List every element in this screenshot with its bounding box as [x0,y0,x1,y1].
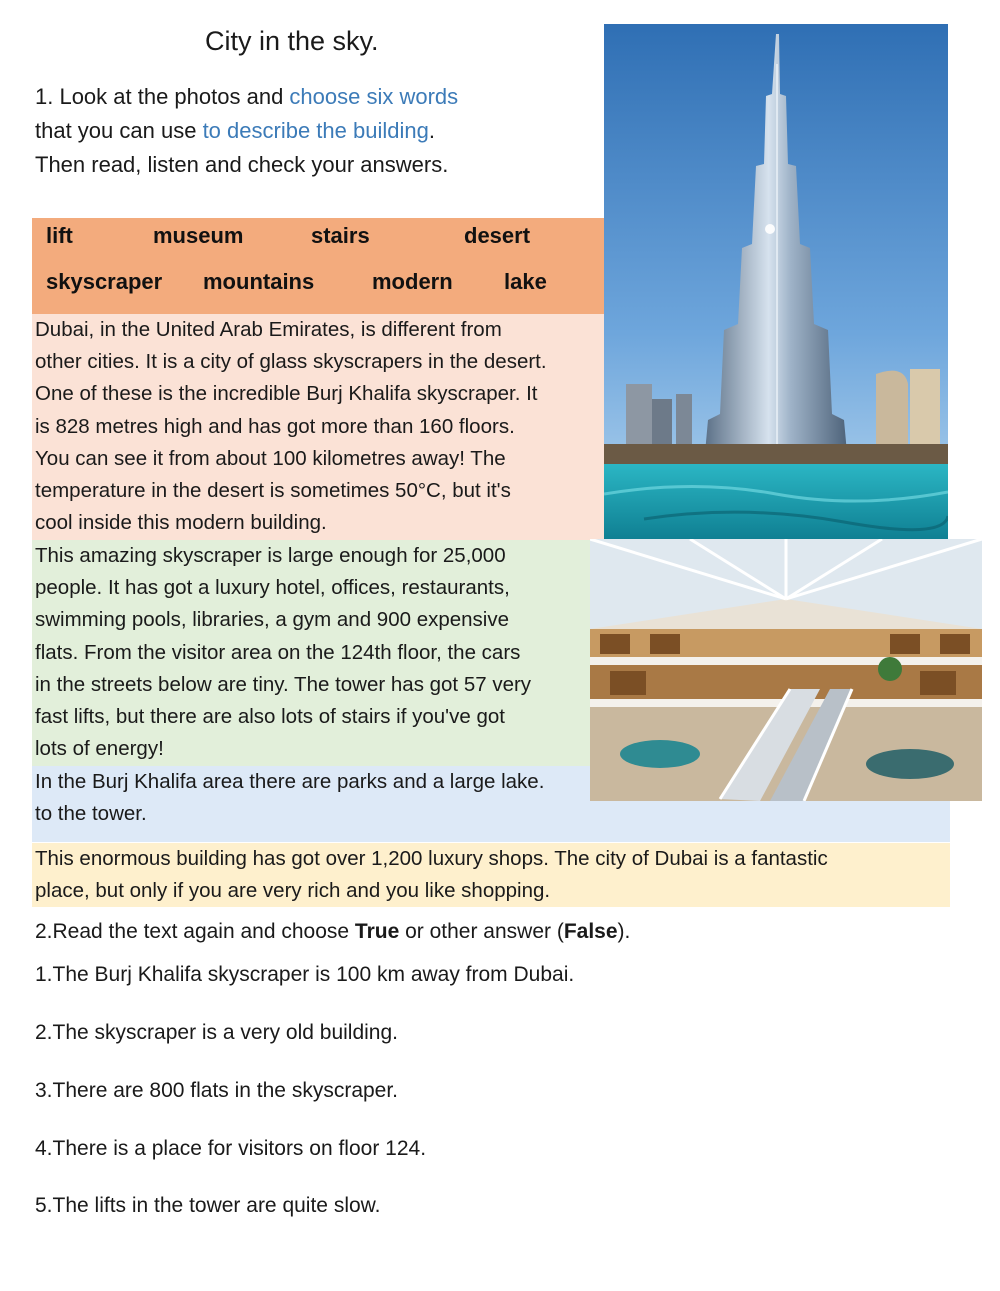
p4-line: This enormous building has got over 1,200 luxury shops. The city of Dubai is a fantastic [35,847,828,870]
question-3[interactable]: 3.There are 800 flats in the skyscraper. [35,1079,399,1102]
word-mountains[interactable]: mountains [203,269,315,294]
paragraph-4 [32,843,950,907]
question-2[interactable]: 2.The skyscraper is a very old building. [35,1021,398,1044]
instr-line1-text: 1. Look at the photos and [35,84,290,109]
word-skyscraper[interactable]: skyscraper [46,269,163,294]
p1-line: is 828 metres high and has got more than 160 floors. [35,414,515,438]
instr-line2-text: that you can use [35,118,203,143]
instr2-text: 2.Read the text again and choose [35,920,355,943]
question-4[interactable]: 4.There is a place for visitors on floor 124. [35,1137,427,1160]
word-museum[interactable]: museum [153,223,244,248]
word-bank [32,218,604,314]
p4-line: place, but only if you are very rich and you like shopping. [35,879,551,903]
p1-line: cool inside this modern building. [35,511,327,535]
p1-line: Dubai, in the United Arab Emirates, is different from [35,318,502,341]
word-lift[interactable]: lift [46,223,73,248]
instr-line1-highlight: choose six words [289,84,459,109]
instr-line2-highlight: to describe the building [202,118,429,143]
question-1[interactable]: 1.The Burj Khalifa skyscraper is 100 km away from Dubai. [35,963,575,986]
instruction-1 [35,80,595,182]
p1-line: One of these is the incredible Burj Khalifa skyscraper. It [35,382,538,406]
instr2-end: ). [617,920,631,943]
p2-line: fast lifts, but there are also lots of stairs if you've got [35,705,505,729]
p2-line: This amazing skyscraper is large enough for 25,000 [35,544,506,567]
mall-interior-photo [590,539,982,801]
paragraph-1 [32,314,604,540]
paragraph-2 [32,540,590,766]
page-title: City in the sky. [205,26,379,56]
word-desert[interactable]: desert [464,223,531,248]
word-modern[interactable]: modern [372,269,453,294]
instr2-middle: or other answer ( [399,920,564,943]
instr-line3: Then read, listen and check your answers. [35,152,449,177]
instr-line2-end: . [428,118,435,143]
instruction-2 [35,920,630,944]
p3-line: In the Burj Khalifa area there are parks and a large lake. [35,770,545,793]
p1-line: other cities. It is a city of glass skyscrapers in the desert. [35,350,547,374]
word-lake[interactable]: lake [504,269,547,294]
word-stairs[interactable]: stairs [311,223,370,248]
p1-line: You can see it from about 100 kilometres away! The [35,446,506,470]
instr2-true: True [354,920,400,943]
p2-line: lots of energy! [35,737,164,761]
p1-line: temperature in the desert is sometimes 50°C, but it's [35,479,511,503]
p3-line: to the tower. [35,802,147,826]
burj-khalifa-photo [604,24,948,540]
instr2-false: False [563,920,618,943]
p2-line: in the streets below are tiny. The tower has got 57 very [35,672,532,696]
question-5[interactable]: 5.The lifts in the tower are quite slow. [35,1194,381,1217]
p2-line: swimming pools, libraries, a gym and 900 expensive [35,608,510,632]
p2-line: people. It has got a luxury hotel, offices, restaurants, [35,576,510,600]
p2-line: flats. From the visitor area on the 124th floor, the cars [35,640,521,664]
